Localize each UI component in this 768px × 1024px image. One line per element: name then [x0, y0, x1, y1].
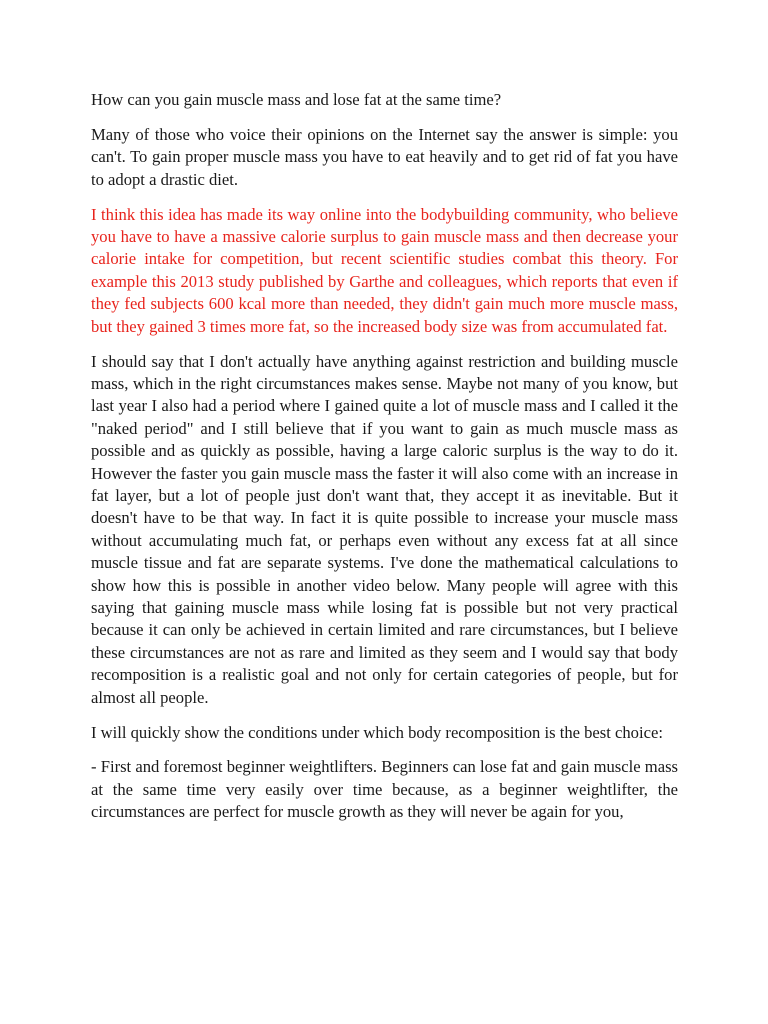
paragraph-intro: Many of those who voice their opinions on the Internet say the answer is simple: you can't. To gain proper muscle mass you have to eat heavily and to get rid of fat you have to adopt a drastic diet.: [91, 124, 678, 189]
document-page: [91, 89, 678, 836]
paragraph-highlighted: I think this idea has made its way online into the bodybuilding community, who believe you have to have a massive calorie surplus to gain muscle mass and then decrease your calorie intake for competition, but recent scientific studies combat this theory. For example this 2013 study published by Garthe and colleagues, which reports that even if they fed subjects 600 kcal more than needed, they didn't gain much more muscle mass, but they gained 3 times more fat, so the increased body size was from accumulated fat.: [91, 204, 678, 336]
paragraph-opinion: I should say that I don't actually have anything against restriction and building muscle mass, which in the right circumstances makes sense. Maybe not many of you know, but last year I also had a period where I gained quite a lot of muscle mass and I called it the "naked period" and I still believe that if you want to gain as much muscle mass as possible and as quickly as possible, having a large caloric surplus is the way to do it. However the faster you gain muscle mass the faster it will also come with an increase in fat layer, but a lot of people just don't want that, they accept it as inevitable. But it doesn't have to be that way. In fact it is quite possible to increase your muscle mass without accumulating much fat, or perhaps even without any excess fat at all since muscle tissue and fat are separate systems. I've done the mathematical calculations to show how this is possible in another video below. Many people will agree with this saying that gaining muscle mass while losing fat is possible but not very practical because it can only be achieved in certain limited and rare circumstances, but I believe these circumstances are not as rare and limited as they seem and I would say that body recomposition is a realistic goal and not only for certain categories of people, but for almost all people.: [91, 351, 678, 707]
paragraph-conditions: I will quickly show the conditions under which body recomposition is the best choice:: [91, 722, 663, 742]
document-title: How can you gain muscle mass and lose fat at the same time?: [91, 90, 502, 109]
paragraph-beginners: - First and foremost beginner weightlifters. Beginners can lose fat and gain muscle mass at the same time very easily over time because, as a beginner weightlifter, the circumstances are perfect for muscle growth as they will never be again for you,: [91, 757, 678, 822]
